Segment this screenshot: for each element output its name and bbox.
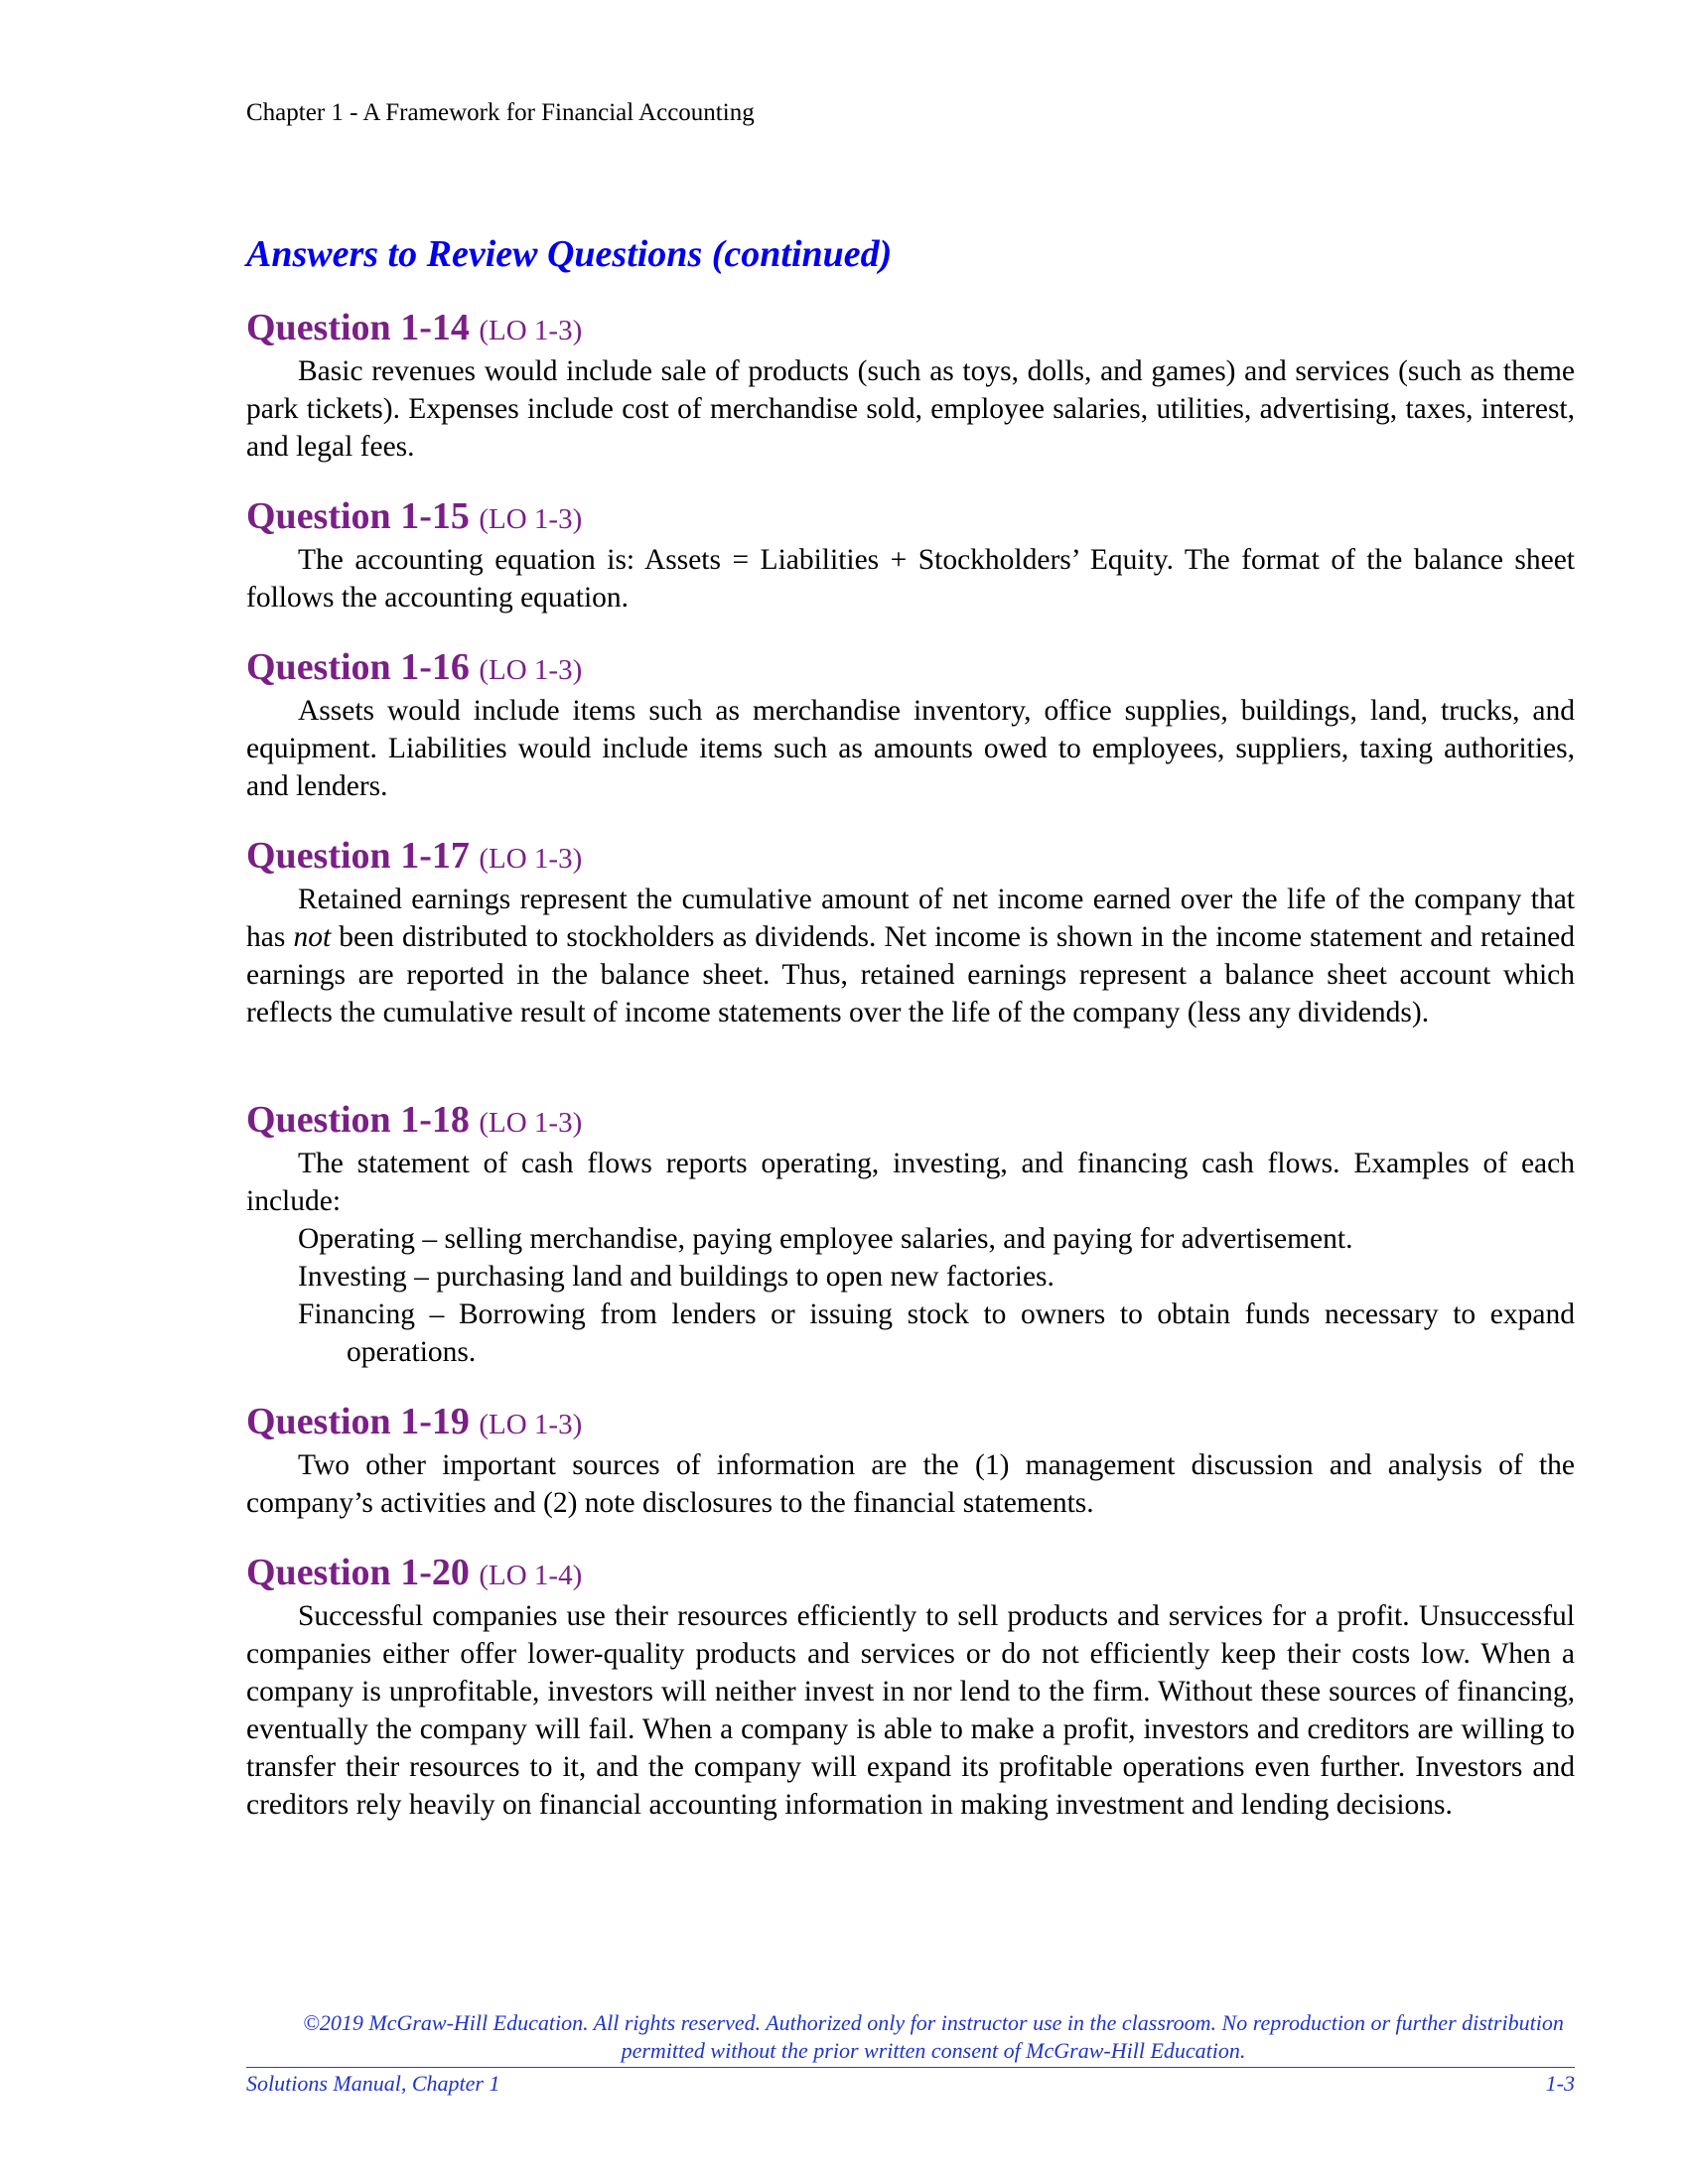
answer-paragraph (246, 881, 1575, 1031)
answer-paragraph: Assets would include items such as merchandise inventory, office supplies, buildings, land, trucks, and equipment. Liabilities would include items such as amounts owed to employees, suppliers, taxing authorities, and lenders. (246, 695, 1575, 802)
question-1-14 (246, 306, 1575, 466)
page-number: 1-3 (1545, 2071, 1575, 2096)
copyright-line: ©2019 McGraw-Hill Education. All rights reserved. Authorized only for instructor use in the classroom. No reproduction or further distribution (303, 2010, 1564, 2035)
learning-objective: (LO 1-4) (479, 1560, 583, 1591)
question-heading (246, 1400, 1575, 1446)
question-1-18 (246, 1098, 1575, 1371)
question-number: Question 1-19 (246, 1401, 470, 1442)
running-head: Chapter 1 - A Framework for Financial Accounting (246, 99, 755, 126)
learning-objective: (LO 1-3) (479, 1409, 583, 1440)
answer-text-part: Retained earnings represent the cumulative amount of net income earned over the life of the company that has (246, 884, 1575, 953)
copyright-line: permitted without the prior written consent of McGraw-Hill Education. (621, 2038, 1246, 2063)
emphasis-not: not (293, 921, 332, 953)
answer-text (246, 1145, 1575, 1371)
question-heading (246, 1551, 1575, 1597)
cash-flow-item-investing: Investing – purchasing land and buildings to open new factories. (298, 1261, 1055, 1293)
question-1-15 (246, 494, 1575, 616)
question-number: Question 1-17 (246, 835, 470, 877)
footer-divider (246, 2067, 1575, 2068)
question-1-20 (246, 1551, 1575, 1824)
answer-text-part: been distributed to stockholders as dividends. Net income is shown in the income statement and retained earnings are reported in the balance sheet. Thus, retained earnings represent a balance sheet account which reflects the cumulative result of income statements over the life of the company (less any dividends). (246, 921, 1575, 1028)
answer-paragraph: Successful companies use their resources efficiently to sell products and services for a profit. Unsuccessful companies either offer lower-quality products and services or do not efficiently keep their costs low. When a company is unprofitable, investors will neither invest in nor lend to the firm. Without these sources of financing, eventually the company will fail. When a company is able to make a profit, investors and creditors are willing to transfer their resources to it, and the company will expand its profitable operations even further. Investors and creditors rely heavily on financial accounting information in making investment and lending decisions. (246, 1600, 1575, 1821)
answer-text (246, 352, 1575, 466)
question-heading (246, 494, 1575, 541)
cash-flow-item-operating: Operating – selling merchandise, paying employee salaries, and paying for advertisement. (298, 1223, 1353, 1255)
question-heading (246, 645, 1575, 692)
question-number: Question 1-18 (246, 1099, 470, 1141)
question-number: Question 1-14 (246, 307, 470, 348)
question-heading (246, 306, 1575, 352)
question-number: Question 1-20 (246, 1552, 470, 1593)
answer-paragraph: The accounting equation is: Assets = Liabilities + Stockholders’ Equity. The format of the balance sheet follows the accounting equation. (246, 544, 1575, 614)
learning-objective: (LO 1-3) (479, 1107, 583, 1139)
learning-objective: (LO 1-3) (479, 315, 583, 346)
question-1-17 (246, 834, 1575, 1031)
question-1-16 (246, 645, 1575, 805)
answer-text (246, 692, 1575, 805)
footer-manual-title: Solutions Manual, Chapter 1 (246, 2071, 500, 2096)
question-number: Question 1-15 (246, 495, 470, 537)
learning-objective: (LO 1-3) (479, 503, 583, 535)
copyright-notice (199, 2009, 1668, 2065)
question-1-19 (246, 1400, 1575, 1522)
answer-paragraph: Two other important sources of information are the (1) management discussion and analysis of the company’s activities and (2) note disclosures to the financial statements. (246, 1449, 1575, 1519)
answer-text (246, 881, 1575, 1031)
learning-objective: (LO 1-3) (479, 654, 583, 686)
answer-text (246, 1446, 1575, 1522)
answer-text (246, 1597, 1575, 1824)
answer-paragraph: The statement of cash flows reports operating, investing, and financing cash flows. Examples of each include: (246, 1148, 1575, 1217)
section-title: Answers to Review Questions (continued) (246, 233, 893, 275)
learning-objective: (LO 1-3) (479, 843, 583, 875)
answer-text (246, 541, 1575, 616)
question-heading (246, 1098, 1575, 1145)
question-number: Question 1-16 (246, 646, 470, 688)
cash-flow-item-financing: Financing – Borrowing from lenders or issuing stock to owners to obtain funds necessary to expand operations. (298, 1298, 1575, 1368)
answer-paragraph: Basic revenues would include sale of products (such as toys, dolls, and games) and services (such as theme park tickets). Expenses include cost of merchandise sold, employee salaries, utilities, advertising, taxes, interest, and legal fees. (246, 355, 1575, 463)
question-heading (246, 834, 1575, 881)
